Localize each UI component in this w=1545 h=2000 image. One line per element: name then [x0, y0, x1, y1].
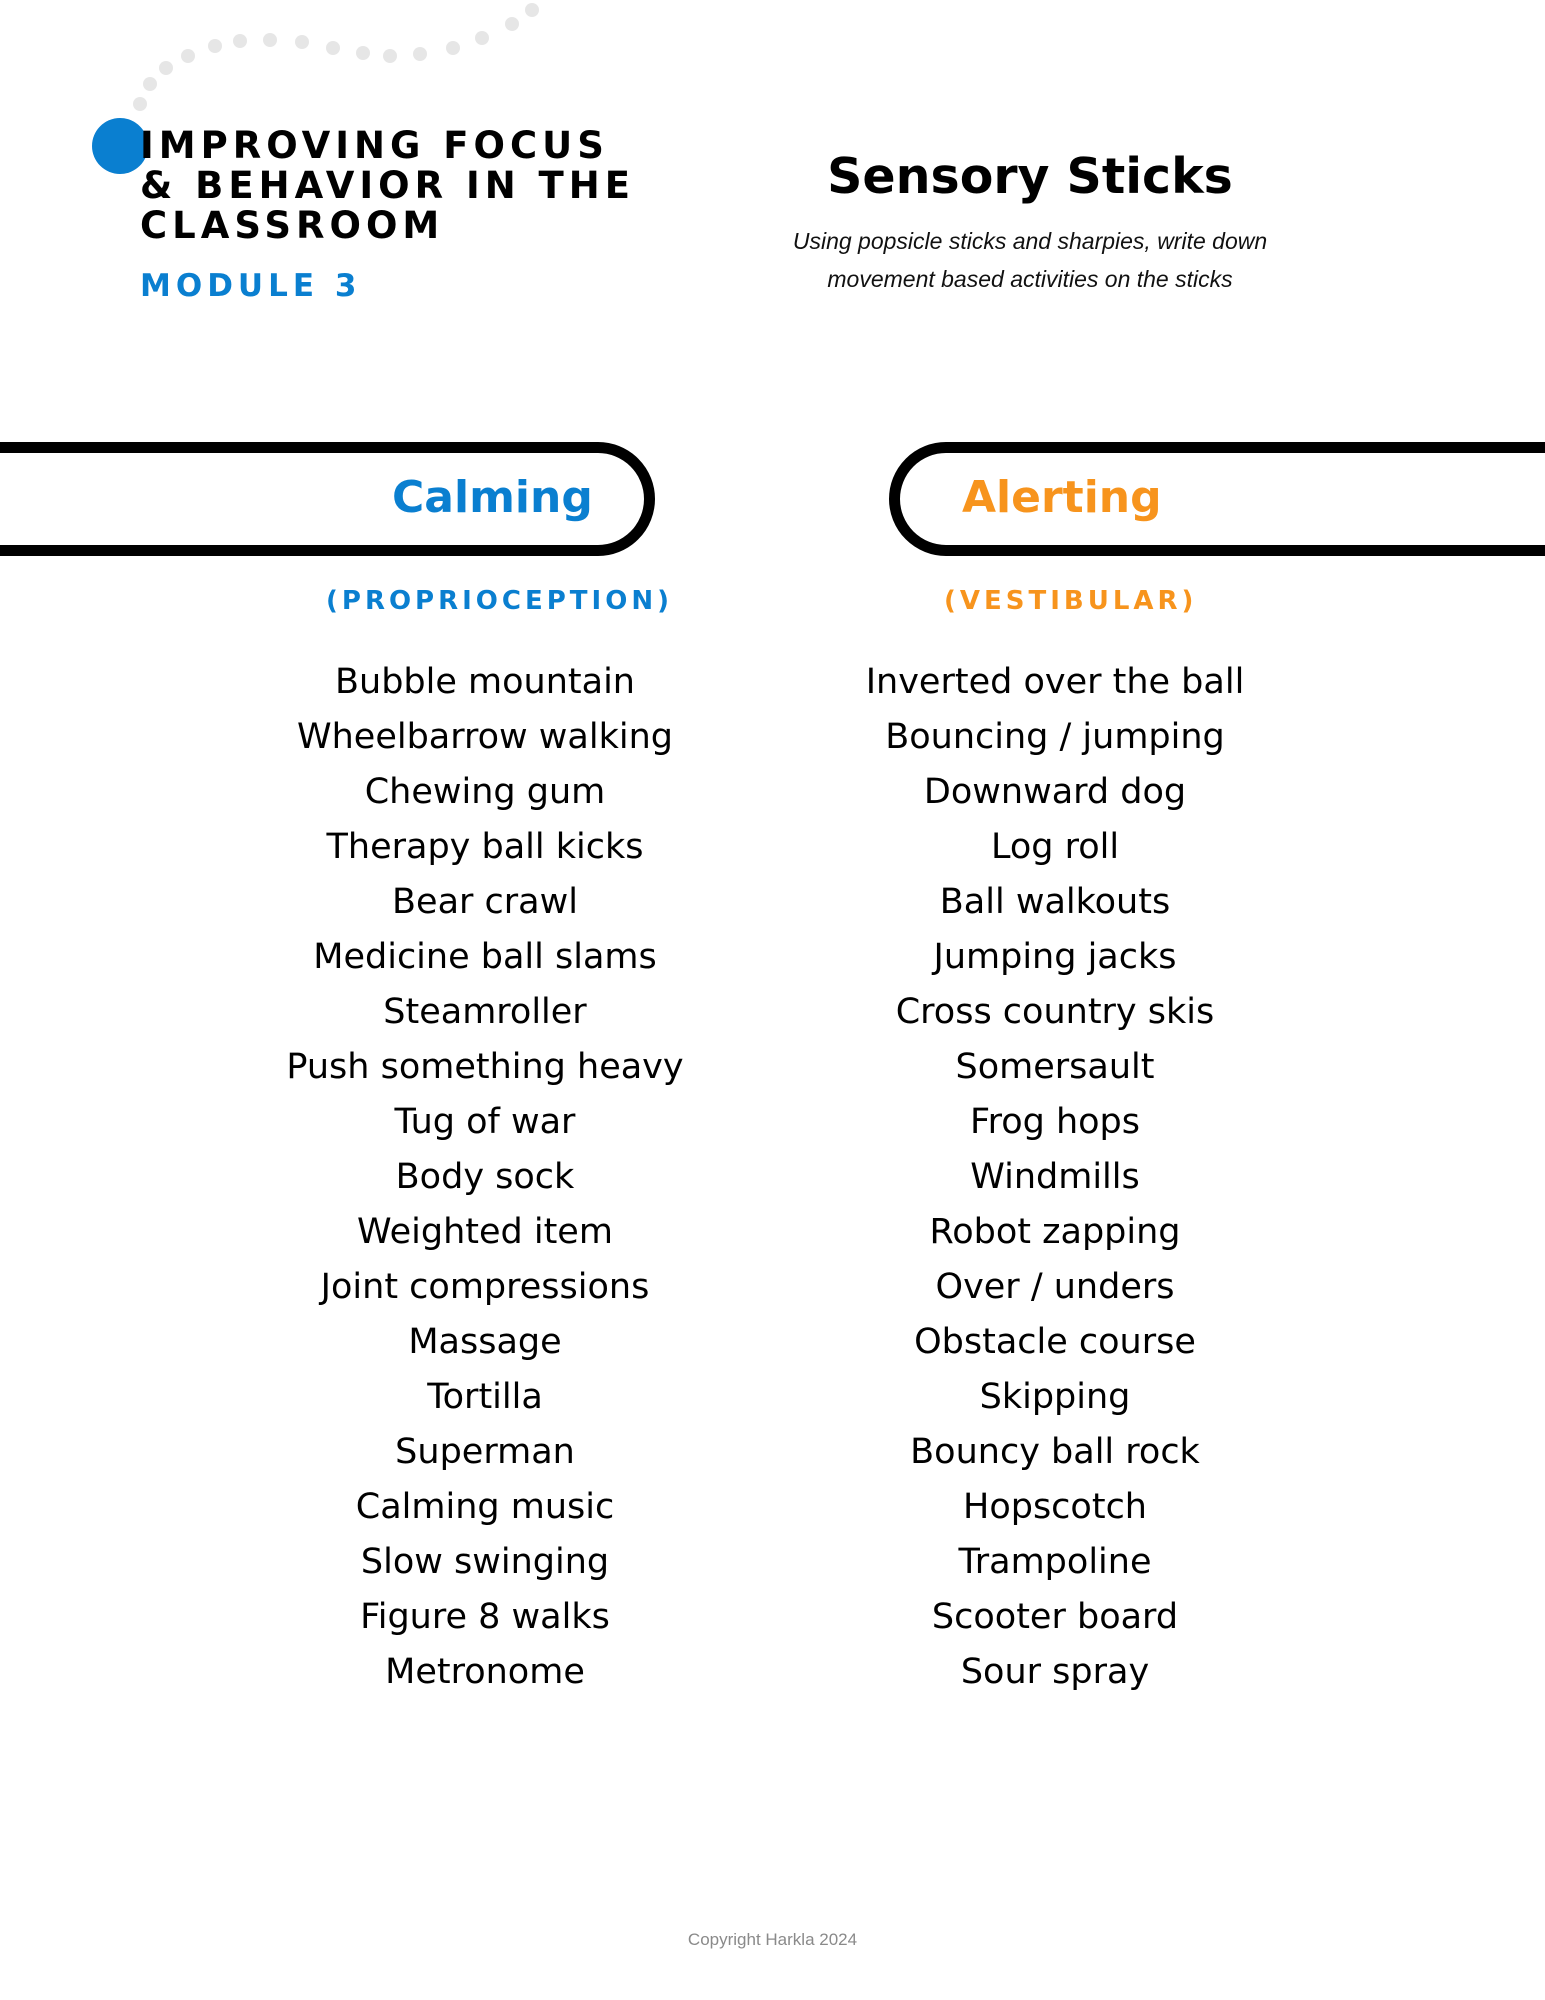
- list-item: Medicine ball slams: [313, 937, 657, 977]
- list-item: Downward dog: [923, 772, 1187, 812]
- list-item: Jumping jacks: [933, 937, 1177, 977]
- list-item: Over / unders: [935, 1267, 1175, 1307]
- list-item: Wheelbarrow walking: [297, 717, 673, 757]
- calming-heading: Calming: [392, 472, 593, 523]
- sheet-description: [740, 222, 1320, 298]
- list-item: Weighted item: [357, 1212, 613, 1252]
- list-item: Windmills: [970, 1157, 1140, 1197]
- module-label: MODULE 3: [140, 268, 362, 304]
- list-item: Cross country skis: [895, 992, 1215, 1032]
- list-item: Metronome: [385, 1652, 585, 1692]
- list-item: Slow swinging: [360, 1542, 610, 1582]
- list-item: Joint compressions: [320, 1267, 650, 1307]
- list-item: Trampoline: [958, 1542, 1152, 1582]
- sheet-title: Sensory Sticks: [827, 148, 1233, 205]
- list-item: Steamroller: [383, 992, 587, 1032]
- course-title-line: CLASSROOM: [140, 204, 445, 247]
- calming-subheading: (PROPRIOCEPTION): [326, 586, 673, 616]
- alerting-activity-list: [855, 655, 1255, 1700]
- list-item: Skipping: [979, 1377, 1131, 1417]
- list-item: Body sock: [395, 1157, 575, 1197]
- copyright-footer: Copyright Harkla 2024: [687, 1930, 858, 1949]
- list-item: Massage: [408, 1322, 562, 1362]
- list-item: Somersault: [955, 1047, 1155, 1087]
- list-item: Chewing gum: [364, 772, 606, 812]
- list-item: Frog hops: [969, 1102, 1140, 1142]
- calming-activity-list: [280, 655, 690, 1700]
- list-item: Hopscotch: [963, 1487, 1147, 1527]
- list-item: Bubble mountain: [335, 662, 635, 702]
- list-item: Therapy ball kicks: [326, 827, 644, 867]
- sheet-description-line: movement based activities on the sticks: [827, 266, 1233, 292]
- list-item: Sour spray: [960, 1652, 1150, 1692]
- list-item: Log roll: [990, 827, 1120, 867]
- list-item: Tortilla: [427, 1377, 543, 1417]
- alerting-heading: Alerting: [962, 472, 1162, 523]
- list-item: Bouncy ball rock: [910, 1432, 1200, 1472]
- course-title-line: & BEHAVIOR IN THE: [140, 164, 636, 207]
- course-title-line: IMPROVING FOCUS: [140, 124, 609, 167]
- list-item: Bouncing / jumping: [885, 717, 1225, 757]
- list-item: Inverted over the ball: [865, 662, 1245, 702]
- list-item: Superman: [395, 1432, 575, 1472]
- list-item: Push something heavy: [286, 1047, 684, 1087]
- list-item: Figure 8 walks: [360, 1597, 610, 1637]
- course-title: [140, 126, 635, 246]
- list-item: Tug of war: [394, 1102, 576, 1142]
- list-item: Calming music: [355, 1487, 615, 1527]
- alerting-subheading: (VESTIBULAR): [944, 586, 1198, 616]
- list-item: Bear crawl: [392, 882, 578, 922]
- sheet-description-line: Using popsicle sticks and sharpies, write down: [792, 228, 1268, 254]
- list-item: Robot zapping: [929, 1212, 1181, 1252]
- list-item: Scooter board: [931, 1597, 1179, 1637]
- list-item: Ball walkouts: [939, 882, 1171, 922]
- list-item: Obstacle course: [914, 1322, 1196, 1362]
